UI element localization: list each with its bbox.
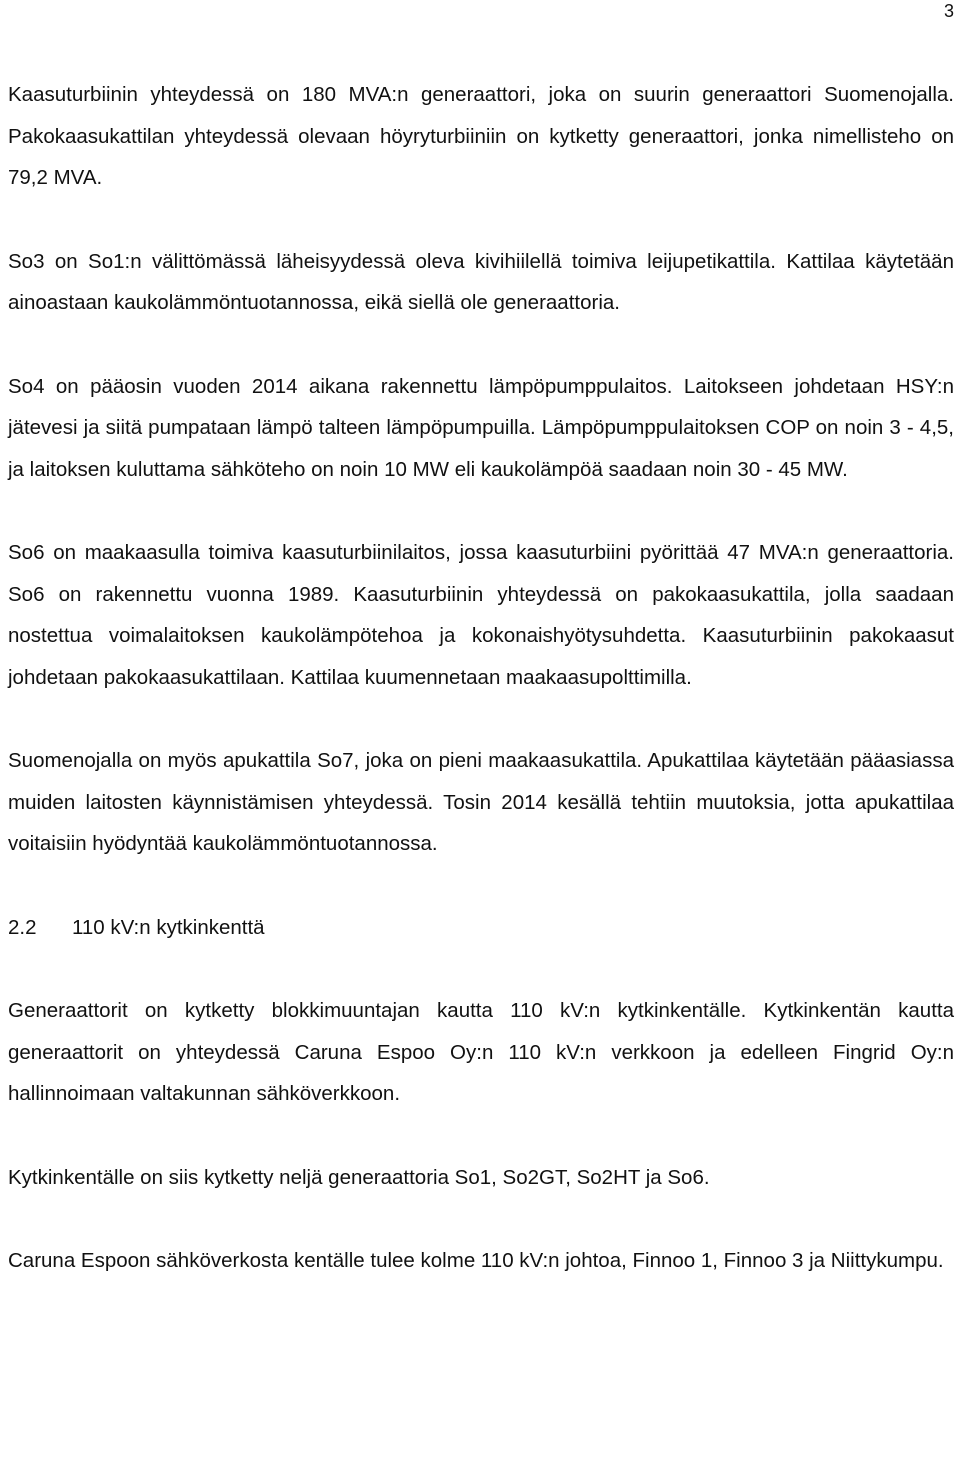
paragraph-generators-list: Kytkinkentälle on siis kytketty neljä generaattoria So1, So2GT, So2HT ja So6.	[8, 1165, 710, 1189]
page-number: 3	[943, 1, 954, 21]
paragraph-lines: Caruna Espoon sähköverkosta kentälle tulee kolme 110 kV:n johtoa, Finnoo 1, Finnoo 3 ja Niittykumpu.	[8, 1249, 944, 1272]
section-title: 110 kV:n kytkinkenttä	[72, 915, 265, 939]
paragraph-switchyard: Generaattorit on kytketty blokkimuuntajan kautta 110 kV:n kytkinkentälle. Kytkinkentän kautta generaattorit on yhteydessä Caruna Espoo Oy:n 110 kV:n verkkoon ja edelleen Fingrid Oy:n hallinnoimaan valtakunnan sähköverkkoon.	[8, 999, 954, 1105]
paragraph-so4: So4 on pääosin vuoden 2014 aikana rakennettu lämpöpumppulaitos. Laitokseen johdetaan HSY:n jätevesi ja siitä pumpataan lämpö talteen lämpöpumpuilla. Lämpöpumppulaitoksen COP on noin 3 - 4,5, ja laitoksen kuluttama sähköteho on noin 10 MW eli kaukolämpöä saadaan noin 30 - 45 MW.	[8, 374, 954, 481]
document-body	[8, 74, 954, 1282]
paragraph-generators: Kaasuturbiinin yhteydessä on 180 MVA:n generaattori, joka on suurin generaattori Suomenojalla. Pakokaasukattilan yhteydessä olevaan höyryturbiiniin on kytketty generaattori, jonka nimellisteho on 79,2 MVA.	[8, 83, 954, 189]
paragraph-so3: So3 on So1:n välittömässä läheisyydessä oleva kivihiilellä toimiva leijupetikattila. Kattilaa käytetään ainoastaan kaukolämmöntuotannossa, eikä siellä ole generaattoria.	[8, 249, 954, 314]
paragraph-so7: Suomenojalla on myös apukattila So7, joka on pieni maakaasukattila. Apukattilaa käytetään pääasiassa muiden laitosten käynnistämisen yhteydessä. Tosin 2014 kesällä tehtiin muutoksia, jotta apukattilaa voitaisiin hyödyntää kaukolämmöntuotannossa.	[8, 749, 954, 855]
paragraph-so6: So6 on maakaasulla toimiva kaasuturbiinilaitos, jossa kaasuturbiini pyörittää 47 MVA:n generaattoria. So6 on rakennettu vuonna 1989. Kaasuturbiinin yhteydessä on pakokaasukattila, jolla saadaan nostettua voimalaitoksen kaukolämpötehoa ja kokonaishyötysuhdetta. Kaasuturbiinin pakokaasut johdetaan pakokaasukattilaan. Kattilaa kuumennetaan maakaasupolttimilla.	[8, 541, 954, 689]
section-number: 2.2	[8, 915, 37, 939]
section-heading	[8, 907, 954, 949]
